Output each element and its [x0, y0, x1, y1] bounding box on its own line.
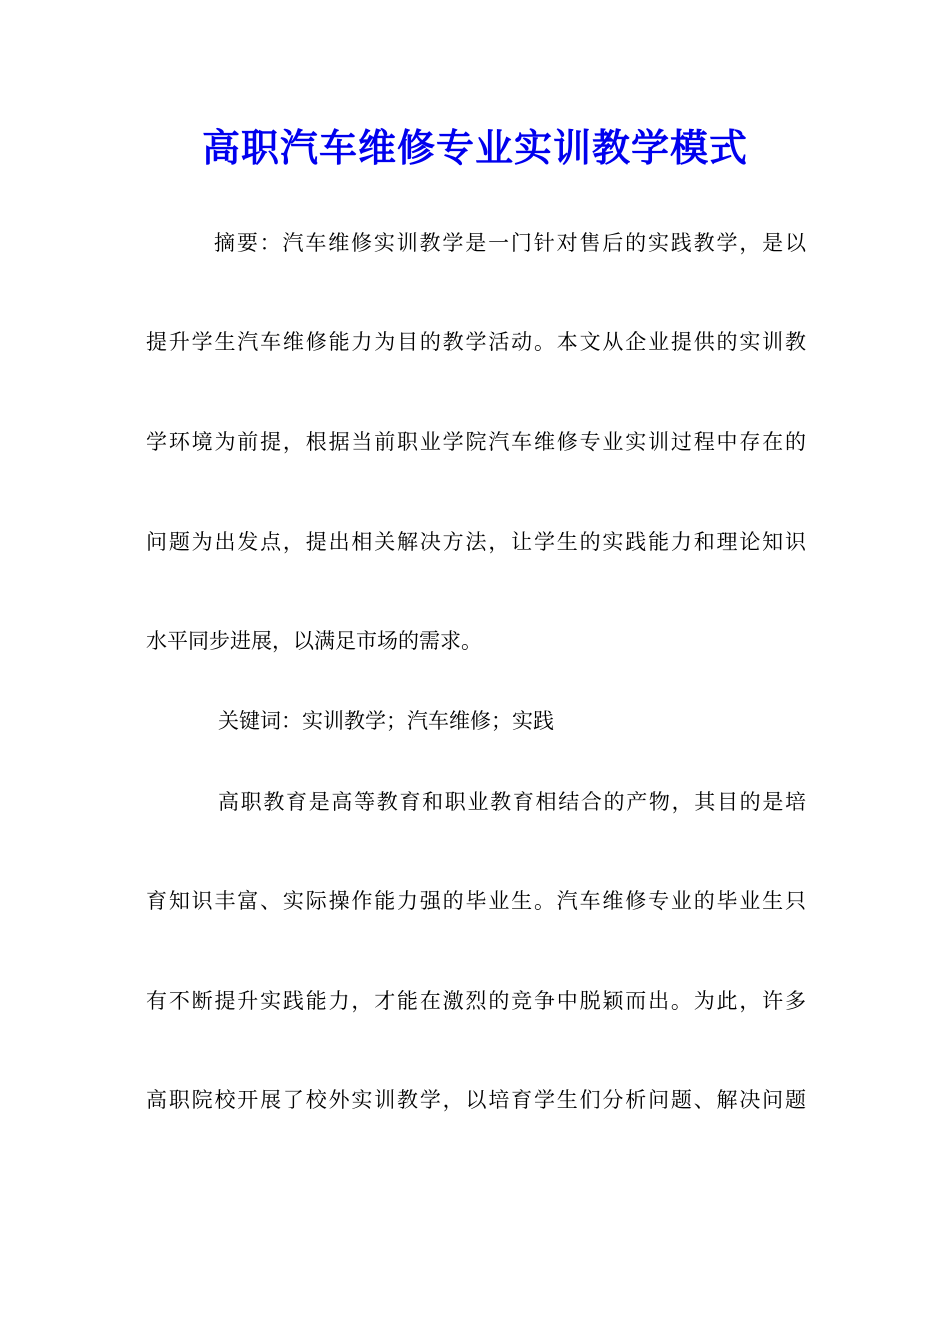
- document-title: 高职汽车维修专业实训教学模式: [201, 125, 748, 170]
- body-line: 有不断提升实践能力，才能在激烈的竞争中脱颖而出。为此，许多: [146, 989, 806, 1013]
- abstract-line: 水平同步进展，以满足市场的需求。: [146, 629, 482, 653]
- abstract-line: 问题为出发点，提出相关解决方法，让学生的实践能力和理论知识: [146, 530, 806, 554]
- abstract-line: 摘要：汽车维修实训教学是一门针对售后的实践教学，是以: [214, 231, 806, 255]
- body-line: 高职院校开展了校外实训教学，以培育学生们分析问题、解决问题: [146, 1088, 806, 1112]
- keywords: 关键词：实训教学；汽车维修；实践: [218, 709, 554, 733]
- abstract-line: 提升学生汽车维修能力为目的教学活动。本文从企业提供的实训教: [146, 330, 806, 354]
- body-line: 高职教育是高等教育和职业教育相结合的产物，其目的是培: [218, 790, 806, 814]
- abstract-line: 学环境为前提，根据当前职业学院汽车维修专业实训过程中存在的: [146, 430, 806, 454]
- body-line: 育知识丰富、实际操作能力强的毕业生。汽车维修专业的毕业生只: [146, 889, 806, 913]
